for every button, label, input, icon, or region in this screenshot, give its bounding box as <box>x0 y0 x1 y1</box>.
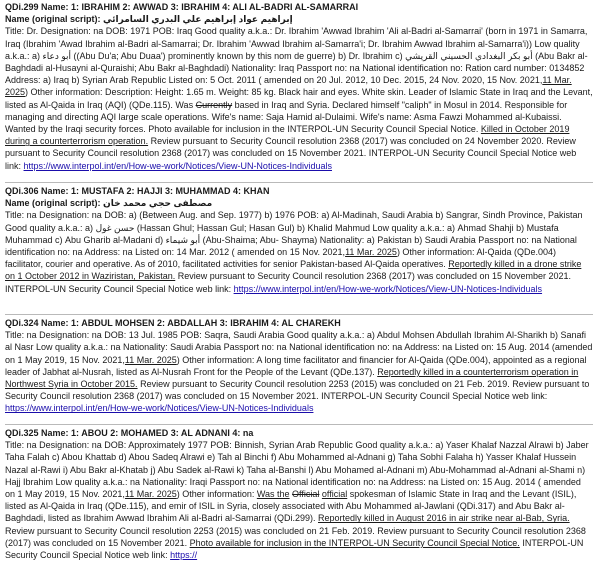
entry-body: Title: na Designation: na DOB: Approximately 1977 POB: Binnish, Syrian Arab Republic Good quality a.k.a.: a) Yaser Khalaf Nazzal Alrawi b) Jaber Taha Falah c) Abou Khattab d) Abou Sadeq Alrawi e) Tah al Binchi f) Abu Mohammed al-Adnani g) Taha Sobhi Falaha h) Yasser Khalaf Hussein Nazal al-Rawi i) Abu Bakr al-Khatab j) Abu Sadek al-Rawi k) Taha al-Banshi l) Abu Mohamed al-Adnani m) Abu-Mohammad al-Adnani al-Shami n) Hajj Ibrahim Low quality a.k.a.: na Nationality: Iraqi Passport no: na National identification no: na Address: na Listed on: 15 Aug. 2014 ( amended on 1 May 2019, 15 Nov. 2021,11 Mar. 2025) Other information: Was the Official official spokesman of Islamic State in Iraq and the Levant (ISIL), listed as Al-Qaida in Iraq (QDe.115), and emir of ISIL in Syria, closely associated with Abu Mohammed al-Jawlani (QDi.317) and Abu Bakr al-Baghdadi, listed as Ibrahim Awwad Ibrahim Ali al-Badri al-Samarrai (QDi.299). Reportedly killed in August 2016 in air strike near al-Bab, Syria. Review pursuant to Security Council resolution 2253 (2015) was concluded on 21 Feb. 2019. Review pursuant to Security Council resolution 2368 (2017) was concluded on 15 November 2021. Photo available for inclusion in the INTERPOL-UN Security Council Special Notice. INTERPOL-UN Security Council Special Notice web link: https:// <box>5 440 589 561</box>
entry-header: QDi.325 Name: 1: ABOU 2: MOHAMED 3: AL ADNANI 4: na <box>5 428 254 438</box>
entry-body: Title: Dr. Designation: na DOB: 1971 POB: Iraq Good quality a.k.a.: Dr. Ibrahim 'Awwad Ibrahim 'Ali al-Badri al-Samarrai' (born in 1971 in Samarra, Iraq (Ibrahim 'Awad Ibrahim al-Badri al-Samarrai; Dr. Ibrahim 'Awwad Ibrahim al-Samarra'i; Dr. Ibrahim Awwad Ibrahim al-Samarra'i)) Low quality a.k.a.: a) أبو دعاء ((Abu Du'a; Abu Duaa') prominently known by this nom de guerre) b) Dr. Ibrahim c) أبو بكر البغدادي الحسيني القريشي (Abu Bakr al-Baghdadi al-Husayni al-Quraishi; Abu Bakr al-Baghdadi) Nationality: Iraq Passport no: na National identification no: Ration card number: 0134852 Address: a) Iraq b) Syrian Arab Republic Listed on: 5 Oct. 2011 ( amended on 20 Jul. 2012, 10 Dec. 2015, 24 Nov. 2020, 15 Nov. 2021,11 Mar. 2025) Other information: Description: Height: 1.65 m. Weight: 85 kg. Black hair and eyes. White skin. Leader of Islamic State in Iraq and the Levant, listed as Al-Qaida in Iraq (AQI) (QDe.115). Was Currently based in Iraq and Syria. Declared himself "caliph" in Mosul in 2014. Responsible for managing and directing AQI large scale operations. Wife's name: Saja Hamid al-Dulaimi. Wife's name: Asma Fawzi Mohammed al-Kubaissi. Wanted by the Iraqi security forces. Photo available for inclusion in the INTERPOL-UN Security Council Special Notice. Killed in October 2019 during a counterterrorism operation. Review pursuant to Security Council resolution 2368 (2017) was concluded on 24 November 2020. Review pursuant to Security Council resolution 2368 (2017) was concluded on 15 November 2021. INTERPOL-UN Security Council Special Notice web link: https://www.interpol.int/en/How-we-work/Notices/View-UN-Notices-Individuals <box>5 26 593 171</box>
name-original-script: مصطفى حجي محمد خان <box>103 198 213 209</box>
killed-note: Reportedly killed in a drone strike on 1 October 2012 in Waziristan, Pakistan. <box>5 259 582 282</box>
interpol-link[interactable]: https:// <box>170 550 198 561</box>
struck-text: Currently <box>195 99 233 110</box>
name-original-label: Name (original script): <box>5 198 101 209</box>
killed-note: Reportedly killed in a counterterrorism operation in Northwest Syria in October 2015. <box>5 366 579 390</box>
photo-note: Photo available for inclusion in the INTERPOL-UN Security Council Special Notice. <box>189 537 520 548</box>
entry-header: QDi.324 Name: 1: ABDUL MOHSEN 2: ABDALLAH 3: IBRAHIM 4: AL CHAREKH <box>5 318 341 328</box>
struck-text: Official <box>292 489 320 500</box>
name-original-script: إبراهيم عواد إبراهيم علي البدري السامرائي <box>103 14 293 25</box>
name-original-line <box>5 197 593 209</box>
entry-body: Title: na Designation: na DOB: a) (Between Aug. and Sep. 1977) b) 1976 POB: a) Al-Madinah, Saudi Arabia b) Sangrar, Sindh Province, Pakistan Good quality a.k.a.: a) حسن غول (Hassan Ghul; Hassan Gul; Hasan Gul) b) Khalid Mahmud Low quality a.k.a.: a) Ahmad Shahji b) Mustafa Muhammad c) Abu Gharib al-Madani d) أبو شيماء (Abu-Shaima; Abu- Shayma) Nationality: a) Pakistan b) Saudi Arabia Passport no: na National identification no: na Address: na Listed on: 14 Mar. 2012 ( amended on 15 Nov. 2021,11 Mar. 2025) Other information: Al-Qaida (QDe.004) facilitator, courier and operative. As of 2010, facilitated activities for senior Pakistan-based Al-Qaida operatives. Reportedly killed in a drone strike on 1 October 2012 in Waziristan, Pakistan. Review pursuant to Security Council resolution 2368 (2017) was concluded on 15 November 2021. INTERPOL-UN Security Council Special Notice web link: https://www.interpol.int/en/How-we-work/Notices/View-UN-Notices-Individuals <box>5 210 583 294</box>
amendment-date: 11 Mar. 2025 <box>345 247 397 258</box>
separator <box>5 182 593 183</box>
entry-qdi-324 <box>5 317 593 415</box>
entry-qdi-325 <box>5 427 593 561</box>
name-original-line <box>5 13 593 25</box>
killed-note: Reportedly killed in August 2016 in air strike near al-Bab, Syria. <box>318 513 570 524</box>
killed-note: Killed in October 2019 during a counterterrorism operation. <box>5 124 570 147</box>
name-original-label: Name (original script): <box>5 14 101 25</box>
entry-header: QDi.306 Name: 1: MUSTAFA 2: HAJJI 3: MUHAMMAD 4: KHAN <box>5 186 270 196</box>
entry-qdi-299 <box>5 1 593 172</box>
amendment-date: 11 Mar. 2025 <box>124 489 177 500</box>
interpol-link[interactable]: https://www.interpol.int/en/How-we-work/Notices/View-UN-Notices-Individuals <box>5 403 314 414</box>
amendment-date: 11 Mar. 2025 <box>5 75 572 98</box>
entry-body: Title: na Designation: na DOB: 13 Jul. 1985 POB: Saqra, Saudi Arabia Good quality a.k.a.: a) Abdul Mohsen Abdullah Ibrahim Al-Sharikh b) Sanafi al Nasr Low quality a.k.a.: na Nationality: Saudi Arabia Passport no: na National identification no: na Address: na Listed on: 15 Aug. 2014 (amended on 1 May 2019, 15 Nov. 2021,11 Mar. 2025) Other information: A long time facilitator and financier for Al-Qaida (QDe.004), appointed as a regional leader of Jabhat al-Nusrah, listed as Al-Nusrah Front for the People of the Levant (QDe.137). Reportedly killed in a counterterrorism operation in Northwest Syria in October 2015. Review pursuant to Security Council resolution 2253 (2015) was concluded on 21 Feb. 2019. Review pursuant to Security Council resolution 2368 (2017) was concluded on 15 November 2021. INTERPOL-UN Security Council Special Notice web link: https://www.interpol.int/en/How-we-work/Notices/View-UN-Notices-Individuals <box>5 330 593 414</box>
inserted-text: official <box>321 489 348 500</box>
inserted-text: Was the <box>256 489 290 500</box>
entry-header: QDi.299 Name: 1: IBRAHIM 2: AWWAD 3: IBRAHIM 4: ALI AL-BADRI AL-SAMARRAI <box>5 2 359 12</box>
interpol-link[interactable]: https://www.interpol.int/en/How-we-work/Notices/View-UN-Notices-Individuals <box>233 283 543 294</box>
entry-qdi-306 <box>5 185 593 295</box>
separator <box>5 314 593 315</box>
amendment-date: 11 Mar. 2025 <box>124 354 177 365</box>
interpol-link[interactable]: https://www.interpol.int/en/How-we-work/Notices/View-UN-Notices-Individuals <box>23 160 332 171</box>
separator <box>5 424 593 425</box>
